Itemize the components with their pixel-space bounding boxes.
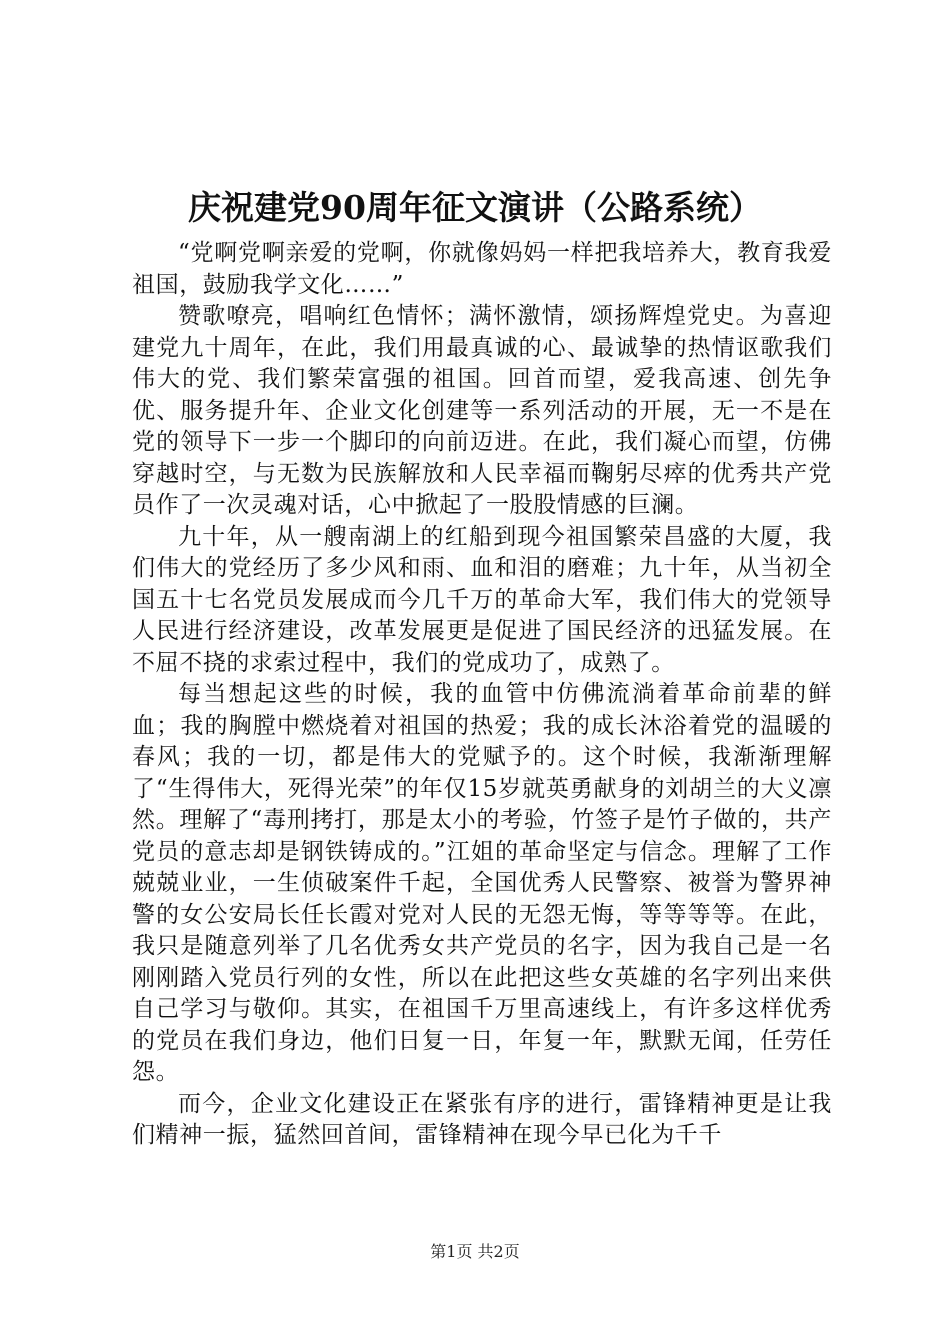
paragraph-2: 赞歌嘹亮，唱响红色情怀；满怀激情，颂扬辉煌党史。为喜迎建党九十周年，在此，我们用最真诚的心、最诚挚的热情讴歌我们伟大的党、我们繁荣富强的祖国。回首而望，爱我高速、创先争优、服务提升年、企业文化创建等一系列活动的开展，无一不是在党的领导下一步一个脚印的向前迈进。在此，我们凝心而望，仿佛穿越时空，与无数为民族解放和人民幸福而鞠躬尽瘁的优秀共产党员作了一次灵魂对话，心中掀起了一股股情感的巨澜。 [132,303,832,518]
document-body [132,238,832,1152]
paragraph-1: “党啊党啊亲爱的党啊，你就像妈妈一样把我培养大，教育我爱祖国，鼓励我学文化……” [132,240,832,298]
paragraph-5: 而今，企业文化建设正在紧张有序的进行，雷锋精神更是让我们精神一振，猛然回首间，雷锋精神在现今早已化为千千 [132,1090,832,1148]
page-number-footer: 第1页 共2页 [430,1242,520,1261]
paragraph-3: 九十年，从一艘南湖上的红船到现今祖国繁荣昌盛的大厦，我们伟大的党经历了多少风和雨、血和泪的磨难；九十年，从当初全国五十七名党员发展成而今几千万的革命大军，我们伟大的党领导人民进行经济建设，改革发展更是促进了国民经济的迅猛发展。在不屈不挠的求索过程中，我们的党成功了，成熟了。 [132,523,832,676]
paragraph-4: 每当想起这些的时候，我的血管中仿佛流淌着革命前辈的鲜血；我的胸膛中燃烧着对祖国的热爱；我的成长沐浴着党的温暖的春风；我的一切，都是伟大的党赋予的。这个时候，我渐渐理解了“生得伟大，死得光荣”的年仅15岁就英勇献身的刘胡兰的大义凛然。理解了“毒刑拷打，那是太小的考验，竹签子是竹子做的，共产党员的意志却是钢铁铸成的。”江姐的革命坚定与信念。理解了工作兢兢业业，一生侦破案件千起，全国优秀人民警察、被誉为警界神警的女公安局长任长霞对党对人民的无怨无悔，等等等等。在此，我只是随意列举了几名优秀女共产党员的名字，因为我自己是一名刚刚踏入党员行列的女性，所以在此把这些女英雄的名字列出来供自己学习与敬仰。其实，在祖国千万里高速线上，有许多这样优秀的党员在我们身边，他们日复一日，年复一年，默默无闻，任劳任怨。 [132,681,832,1085]
document-title: 庆祝建党90周年征文演讲（公路系统） [188,188,762,227]
